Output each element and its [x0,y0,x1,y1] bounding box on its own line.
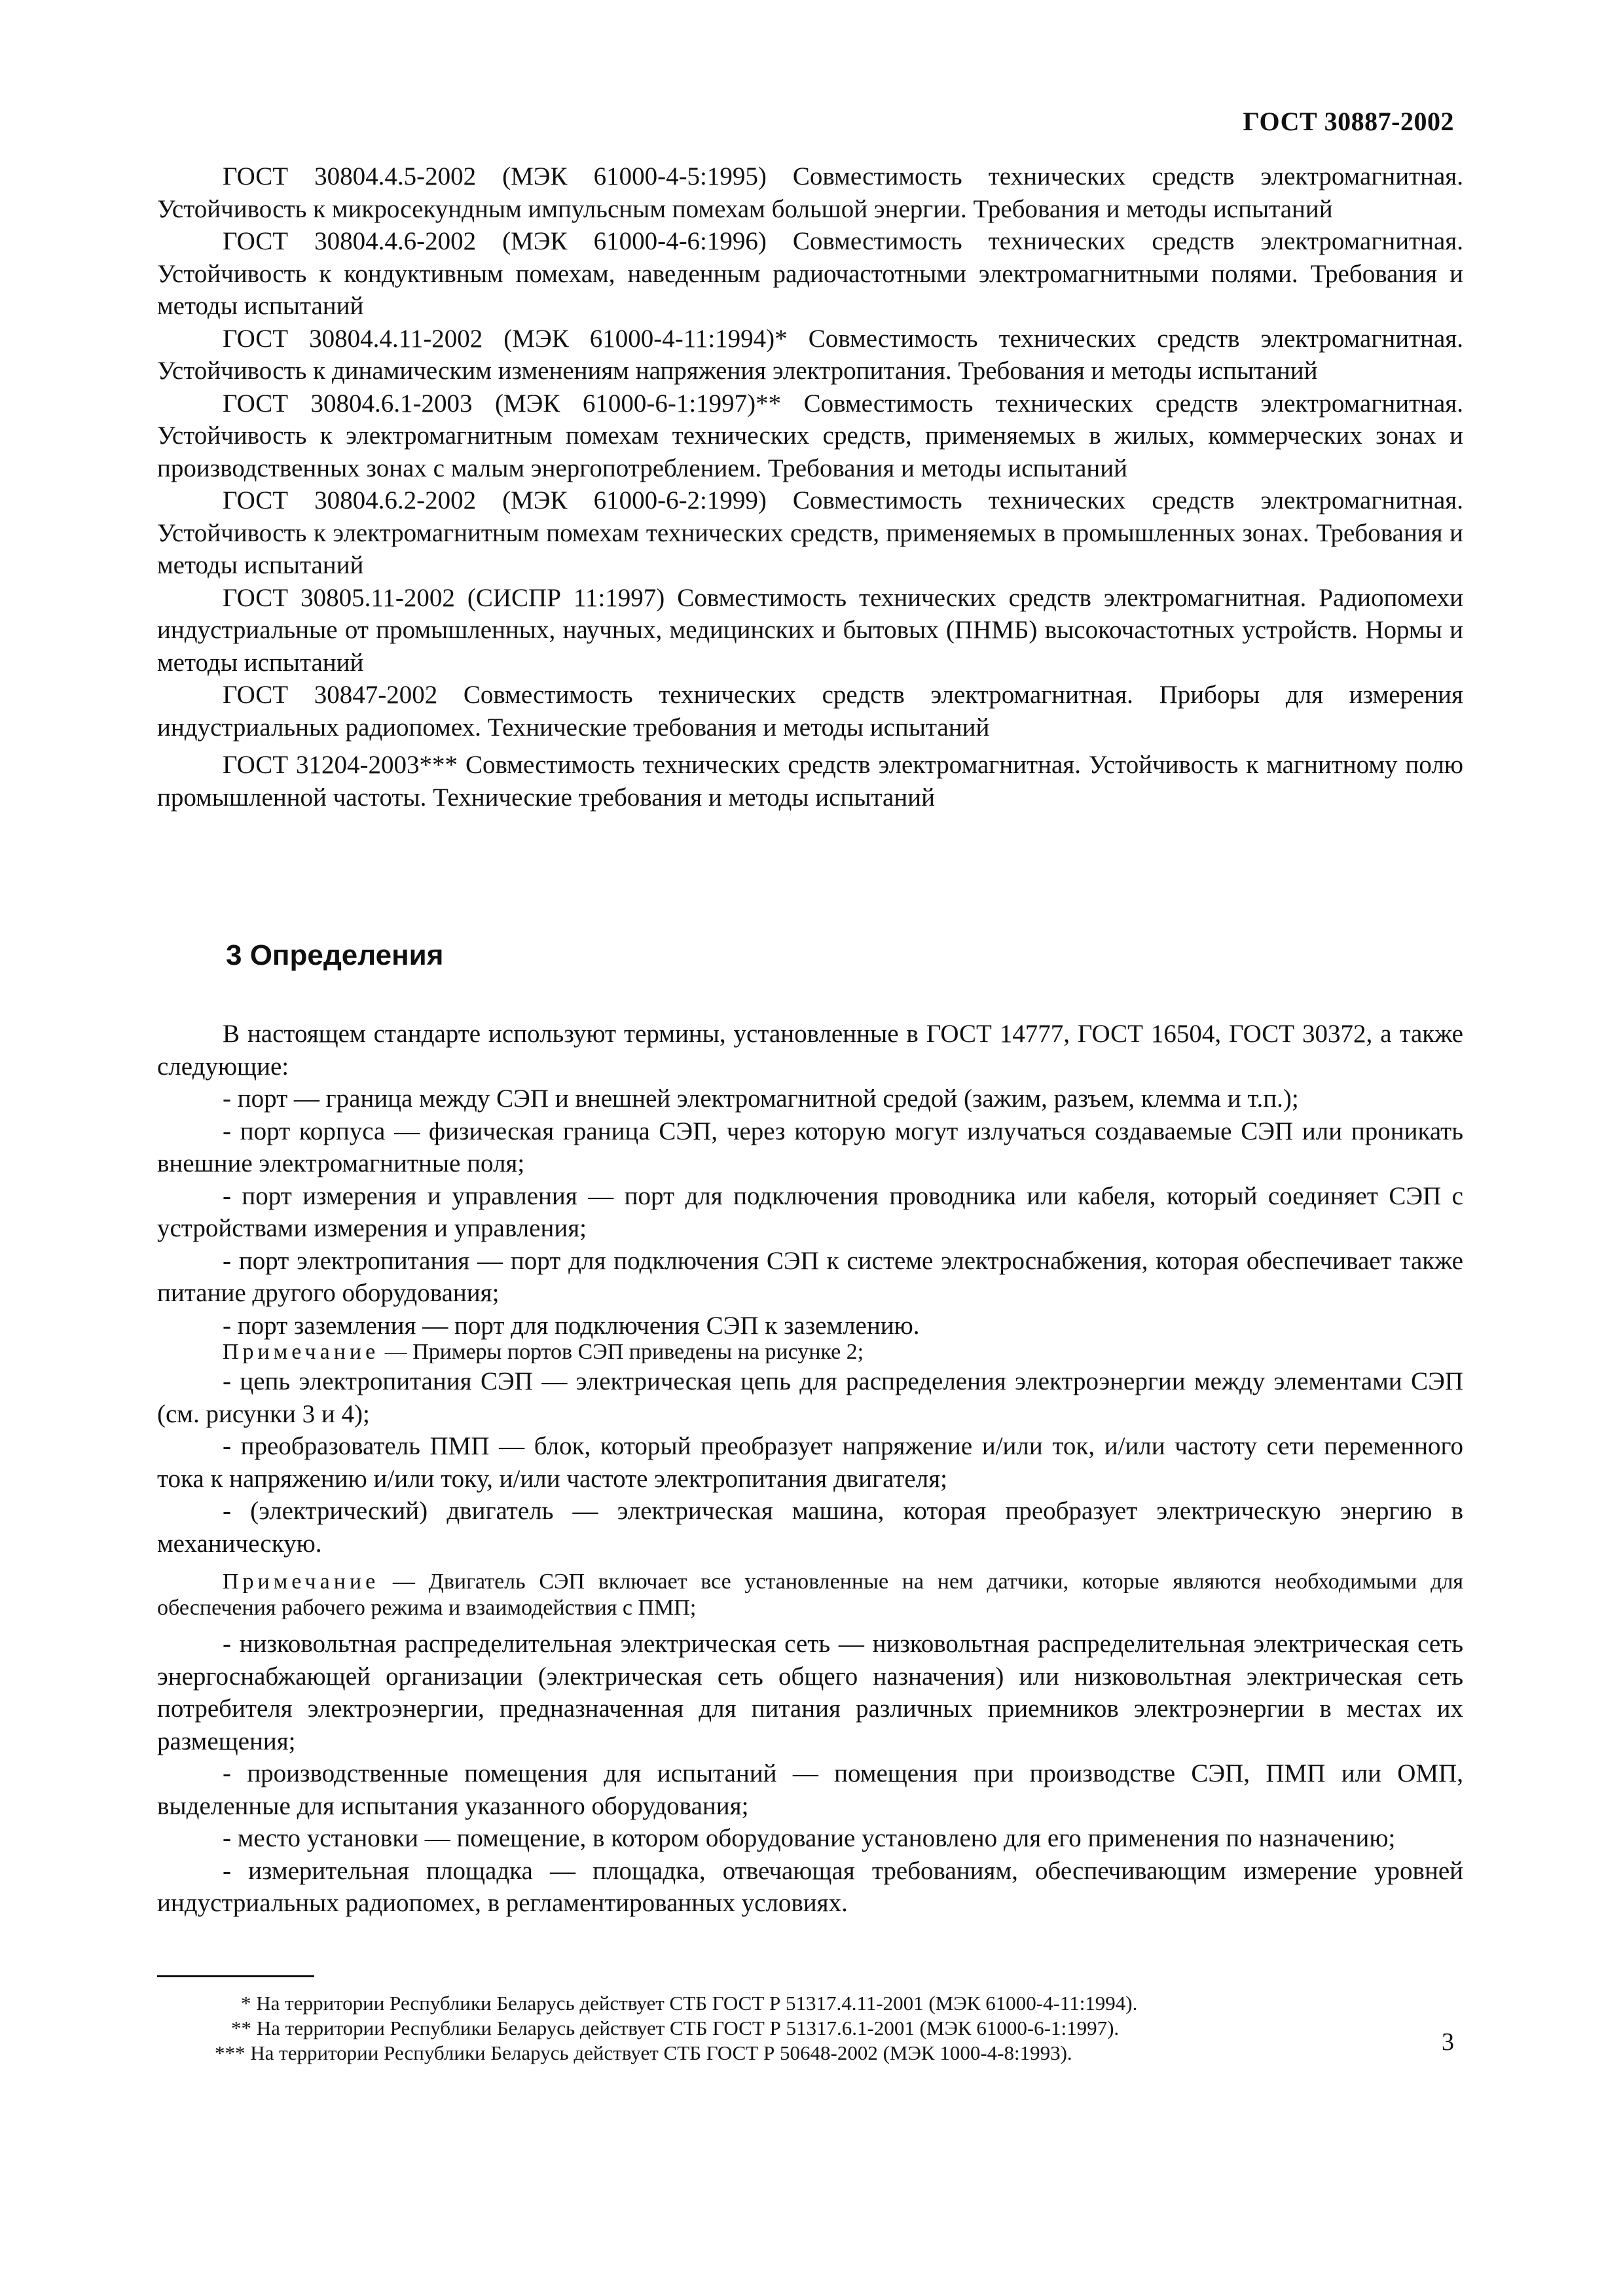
footnote: ** На территории Республики Беларусь действует СТБ ГОСТ Р 51317.6.1-2001 (МЭК 61000-6-1:1997). [231,2017,1120,2039]
note-paragraph [157,1339,1463,1365]
reference-item: ГОСТ 30804.4.11-2002 (МЭК 61000-4-11:1994)* Совместимость технических средств электромагнитная. Устойчивость к динамическим изменениям напряжения электропитания. Требования и методы испытаний [157,324,1463,385]
footnote: * На территории Республики Беларусь действует СТБ ГОСТ Р 51317.4.11-2001 (МЭК 61000-4-11:1994). [241,1992,1138,2015]
definitions-intro: В настоящем стандарте используют термины, установленные в ГОСТ 14777, ГОСТ 16504, ГОСТ 30372, а также следующие: [157,1020,1463,1081]
note-label: Примечание [223,1570,380,1594]
definition-item: - порт измерения и управления — порт для подключения проводника или кабеля, который соединяет СЭП с устройствами измерения и управления; [157,1181,1463,1242]
definitions-section [157,1018,1463,1920]
definition-item: - производственные помещения для испытаний — помещения при производстве СЭП, ПМП или ОМП, выделенные для испытания указанного оборудования; [157,1759,1463,1820]
note-paragraph [157,1569,1463,1621]
definition-item: - низковольтная распределительная электрическая сеть — низковольтная распределительная электрическая сеть энергоснабжающей организации (электрическая сеть общего назначения) или низковольтная электрическая сеть потребителя электроэнергии, предназначенная для питания различных приемников электроэнергии в местах их размещения; [157,1630,1463,1755]
definition-item: - измерительная площадка — площадка, отвечающая требованиям, обеспечивающим измерение уровней индустриальных радиопомех, в регламентированных условиях. [157,1856,1463,1917]
reference-item: ГОСТ 31204-2003*** Совместимость технических средств электромагнитная. Устойчивость к магнитному полю промышленной частоты. Технические требования и методы испытаний [157,751,1463,812]
document-code-header: ГОСТ 30887-2002 [1243,107,1454,136]
definition-item: - преобразователь ПМП — блок, который преобразует напряжение и/или ток, и/или частоту сети переменного тока к напряжению и/или току, и/или частоте электропитания двигателя; [157,1432,1463,1493]
footnote-divider [157,1975,314,1977]
normative-references [157,160,1463,814]
note-label: Примечание [223,1340,380,1364]
footnote: *** На территории Республики Беларусь действует СТБ ГОСТ Р 50648-2002 (МЭК 1000-4-8:1993). [215,2041,1072,2064]
definition-item: - (электрический) двигатель — электрическая машина, которая преобразует электрическую энергию в механическую. [157,1497,1463,1558]
reference-item: ГОСТ 30804.4.5-2002 (МЭК 61000-4-5:1995) Совместимость технических средств электромагнитная. Устойчивость к микросекундным импульсным помехам большой энергии. Требования и методы испытаний [157,162,1463,223]
footnotes [157,1991,1336,2066]
note-text: — Двигатель СЭП включает все установленные на нем датчики, которые являются необходимыми для обеспечения рабочего режима и взаимодействия с ПМП; [157,1570,1464,1620]
page-number: 3 [1442,2028,1454,2056]
definition-item: - порт — граница между СЭП и внешней электромагнитной средой (зажим, разъем, клемма и т.п.); [223,1085,1299,1113]
reference-item: ГОСТ 30805.11-2002 (СИСПР 11:1997) Совместимость технических средств электромагнитная. Радиопомехи индустриальные от промышленных, научных, медицинских и бытовых (ПНМБ) высокочастотных устройств. Нормы и методы испытаний [157,583,1463,677]
section-heading: 3 Определения [226,939,444,971]
definition-item: - порт электропитания — порт для подключения СЭП к системе электроснабжения, которая обеспечивает также питание другого оборудования; [157,1246,1463,1307]
definition-item: - место установки — помещение, в котором оборудование установлено для его применения по назначению; [223,1824,1396,1852]
reference-item: ГОСТ 30804.6.1-2003 (МЭК 61000-6-1:1997)** Совместимость технических средств электромагнитная. Устойчивость к электромагнитным помехам технических средств, применяемых в жилых, коммерческих зонах и производственных зонах с малым энергопотреблением. Требования и методы испытаний [157,389,1463,482]
definition-item: - цепь электропитания СЭП — электрическая цепь для распределения электроэнергии между элементами СЭП (см. рисунки 3 и 4); [157,1367,1463,1428]
definition-item: - порт заземления — порт для подключения СЭП к заземлению. [223,1311,920,1340]
reference-item: ГОСТ 30804.6.2-2002 (МЭК 61000-6-2:1999) Совместимость технических средств электромагнитная. Устойчивость к электромагнитным помехам технических средств, применяемых в промышленных зонах. Требования и методы испытаний [157,486,1463,579]
reference-item: ГОСТ 30804.4.6-2002 (МЭК 61000-4-6:1996) Совместимость технических средств электромагнитная. Устойчивость к кондуктивным помехам, наведенным радиочастотными электромагнитными полями. Требования и методы испытаний [157,227,1463,320]
reference-item: ГОСТ 30847-2002 Совместимость технических средств электромагнитная. Приборы для измерения индустриальных радиопомех. Технические требования и методы испытаний [157,681,1463,742]
definition-item: - порт корпуса — физическая граница СЭП, через которую могут излучаться создаваемые СЭП или проникать внешние электромагнитные поля; [157,1117,1463,1177]
note-text: — Примеры портов СЭП приведены на рисунке 2; [384,1340,864,1364]
